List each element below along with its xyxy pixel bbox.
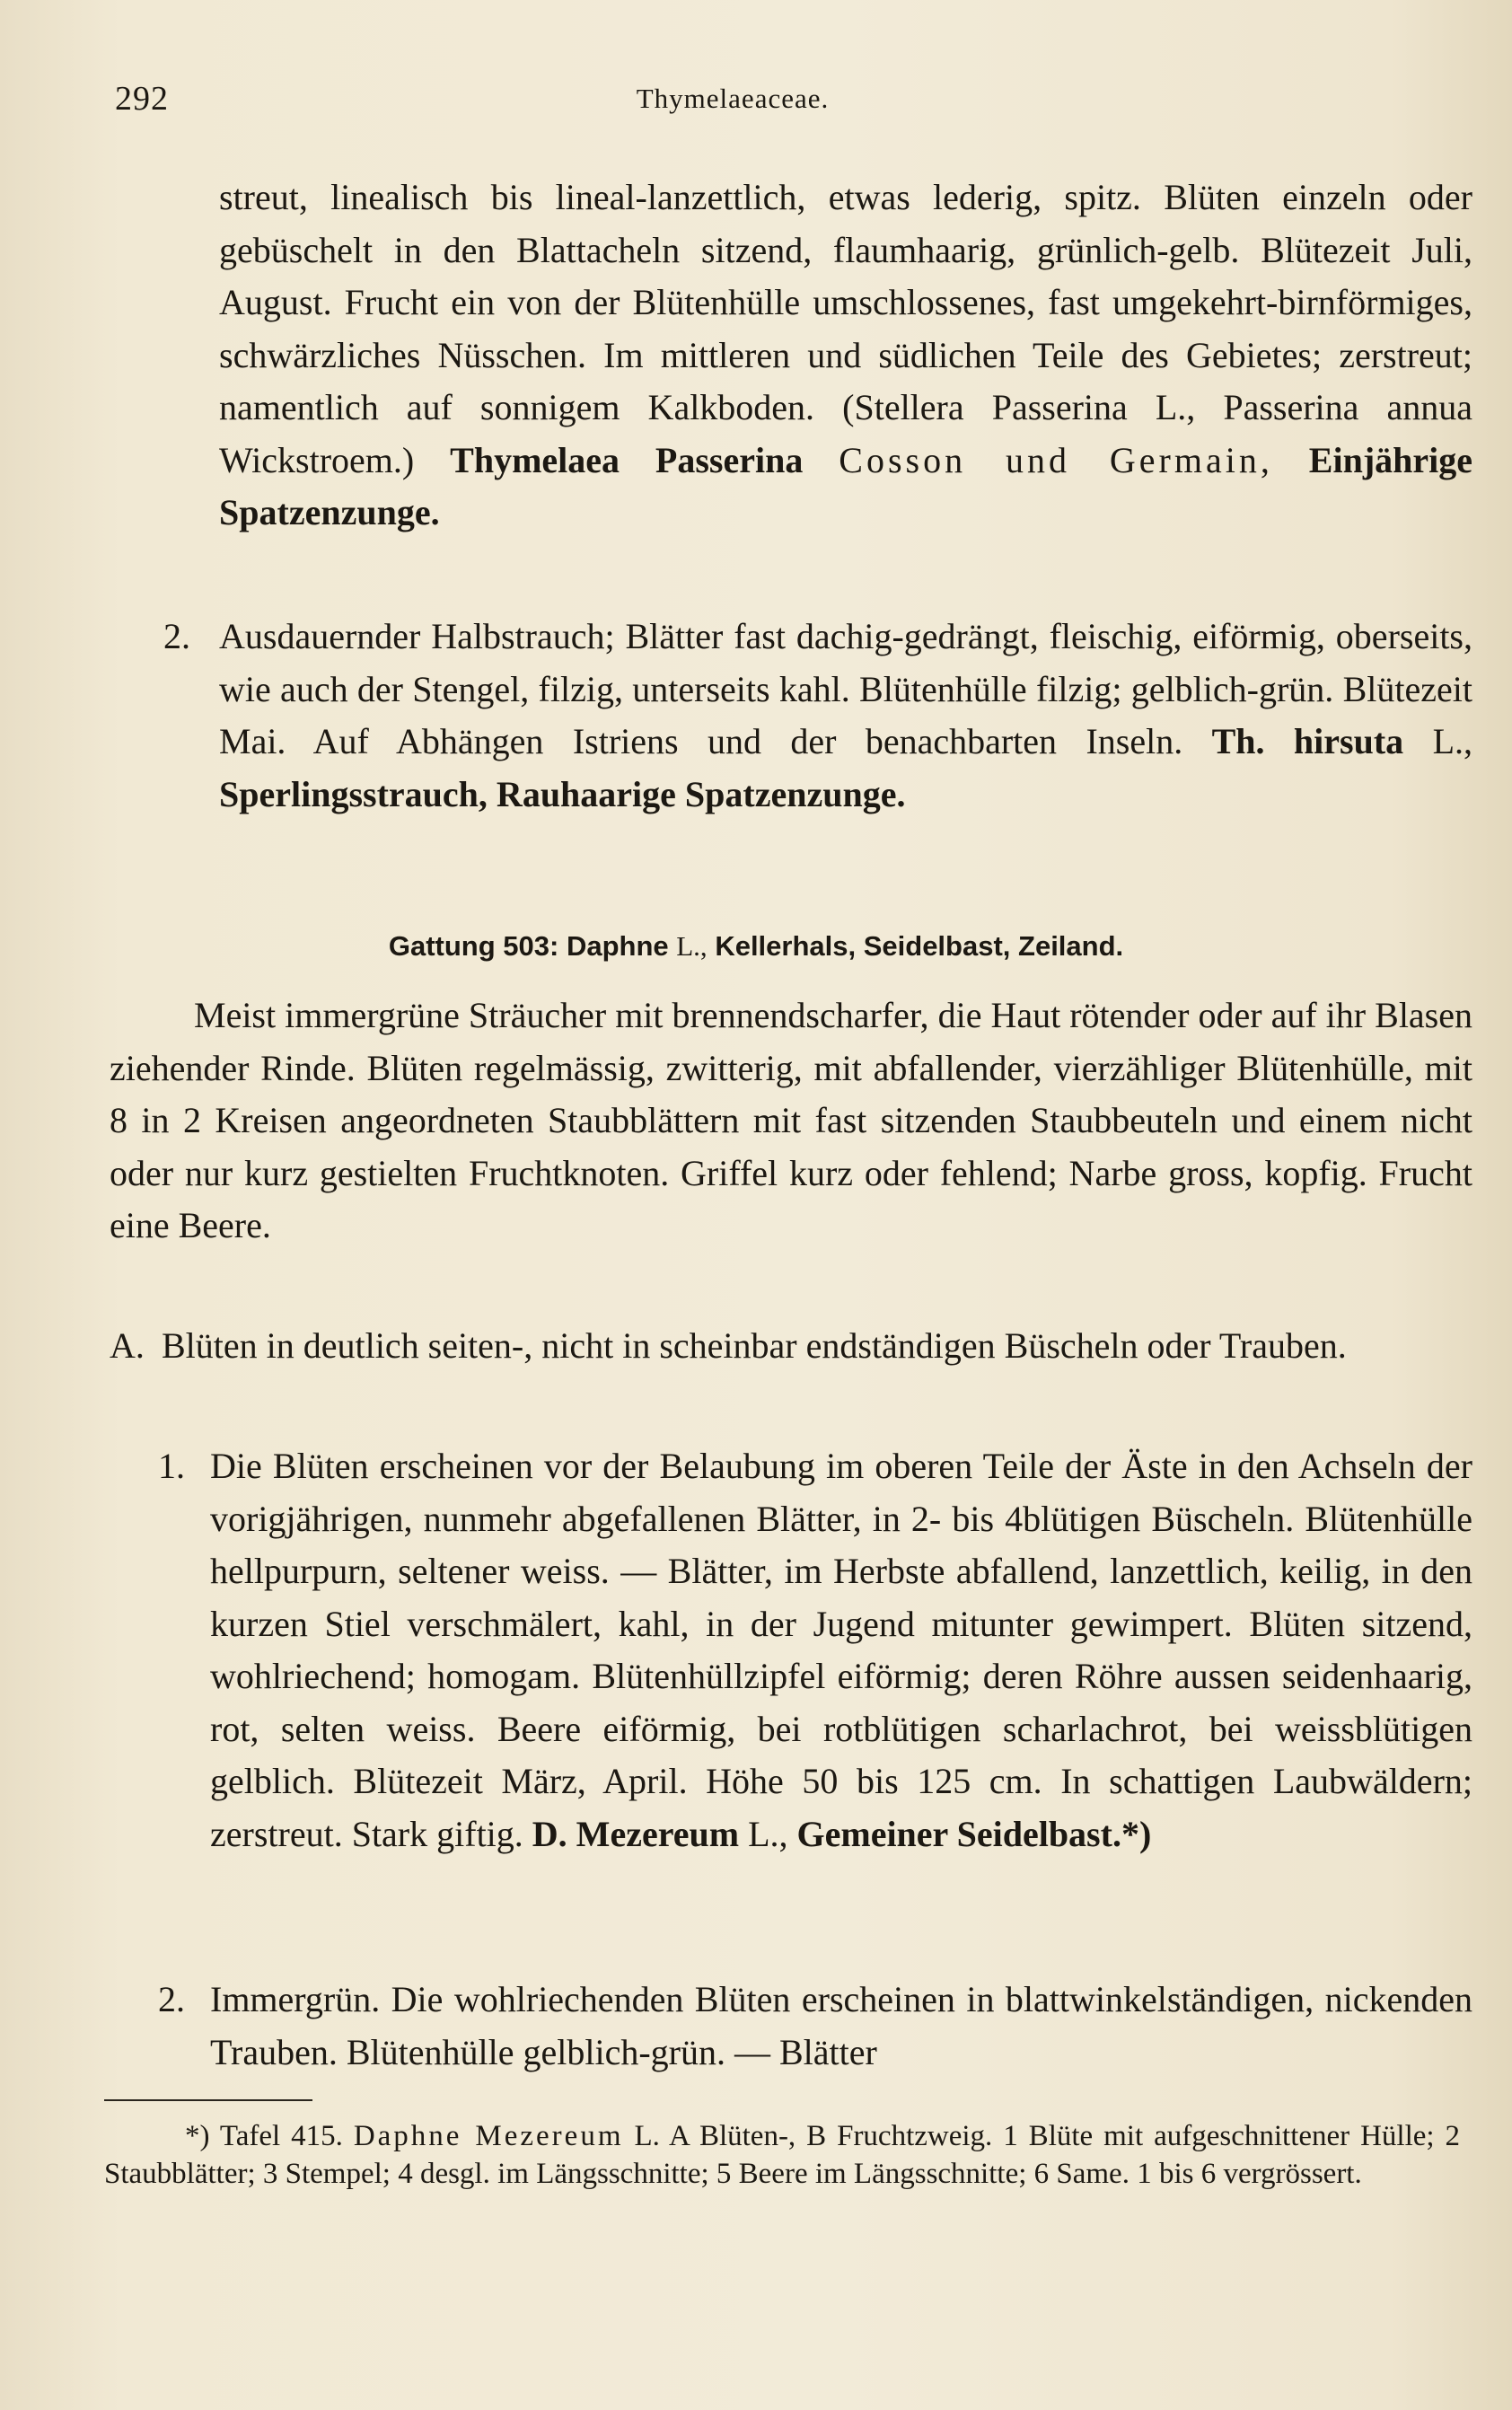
species-passerina-name: Thymelaea Passerina bbox=[450, 439, 804, 480]
genus-description: Meist immergrüne Sträucher mit brennendscharfer, die Haut rötender oder auf ihr Blasen ziehender Rinde. Blüten regelmässig, zwitterig, mit abfallender, vierzähliger Blütenhülle, mit 8 in 2 Kreisen angeordneten Staubblättern mit fast sitzenden Staubbeuteln und einem nicht oder nur kurz gestielten Fruchtknoten. Griffel kurz oder fehlend; Narbe gross, kopfig. Frucht eine Beere. bbox=[110, 995, 1472, 1245]
key-a-label: A. bbox=[110, 1325, 145, 1366]
genus-author: L., bbox=[676, 930, 708, 962]
species-hirsuta-author: L., bbox=[1432, 721, 1473, 761]
key-1-common-name: Gemeiner Seidelbast.*) bbox=[796, 1813, 1152, 1854]
footnote-species: Daphne Mezereum bbox=[353, 2120, 624, 2152]
species-hirsuta-common-name: Sperlingsstrauch, Rauhaarige Spatzenzunge. bbox=[219, 773, 906, 814]
key-2 bbox=[0, 1974, 1512, 2079]
key-1-description bbox=[210, 1440, 1472, 1860]
key-1-number: 1. bbox=[158, 1446, 185, 1486]
key-1-species-name: D. Mezereum bbox=[532, 1813, 740, 1854]
key-2-number: 2. bbox=[158, 1979, 185, 2019]
species-hirsuta-description bbox=[219, 611, 1472, 821]
key-1-text: Die Blüten erscheinen vor der Belaubung im oberen Teile der Äste in den Achseln der vorigjährigen, nunmehr abgefallenen Blätter, in 2- bis 4blütigen Büscheln. Blütenhülle hellpurpurn, seltener weiss. — Blätter, im Herbste abfallend, lanzettlich, keilig, in den kurzen Stiel verschmälert, kahl, in der Jugend mitunter gewimpert. Blüten sitzend, wohlriechend; homogam. Blütenhüllzipfel eiförmig; deren Röhre aussen seidenhaarig, rot, selten weiss. Beere eiförmig, bei rotblütigen scharlachrot, bei weissblütigen gelblich. Blütezeit März, April. Höhe 50 bis 125 cm. In schattigen Laubwäldern; zerstreut. Stark giftig. bbox=[210, 1446, 1472, 1854]
key-a-text: Blüten in deutlich seiten-, nicht in scheinbar endständigen Büscheln oder Trauben. bbox=[162, 1325, 1347, 1366]
genus-heading bbox=[0, 930, 1512, 963]
key-a bbox=[0, 1320, 1512, 1373]
species-hirsuta-number: 2. bbox=[163, 616, 190, 656]
page-header bbox=[115, 79, 1458, 124]
genus-name: Daphne bbox=[566, 930, 669, 962]
genus-common-names: Kellerhals, Seidelbast, Zeiland. bbox=[715, 930, 1124, 962]
species-passerina-text: streut, linealisch bis lineal-lanzettlich, etwas lederig, spitz. Blüten einzeln oder gebüschelt in den Blattacheln sitzend, flaumhaarig, grünlich-gelb. Blütezeit Juli, August. Frucht ein von der Blütenhülle umschlossenes, fast umgekehrt-birnförmiges, schwärzliches Nüsschen. Im mittleren und südlichen Teile des Gebietes; zerstreut; namentlich auf sonnigem Kalkboden. (Stellera Passerina L., Passerina annua Wickstroem.) bbox=[219, 177, 1472, 480]
species-hirsuta-entry bbox=[0, 611, 1512, 821]
species-passerina-authors: Cosson und Germain, bbox=[839, 439, 1273, 480]
footnote bbox=[104, 2117, 1460, 2193]
running-title: Thymelaeaceae. bbox=[636, 83, 830, 114]
key-2-text: Immergrün. Die wohlriechenden Blüten erscheinen in blattwinkelständigen, nickenden Trauben. Blütenhülle gelblich-grün. — Blätter bbox=[210, 1979, 1472, 2072]
key-1-author: L., bbox=[748, 1813, 788, 1854]
footnote-text: L. A Blüten-, B Fruchtzweig. 1 Blüte mit aufgeschnittener Hülle; 2 Staubblätter; 3 Stempel; 4 desgl. im Längsschnitte; 5 Beere im Längsschnitte; 6 Same. 1 bis 6 vergrössert. bbox=[104, 2120, 1461, 2190]
genus-label: Gattung 503: bbox=[388, 930, 559, 962]
species-hirsuta-text: Ausdauernder Halbstrauch; Blätter fast dachig-gedrängt, fleischig, eiförmig, oberseits, wie auch der Stengel, filzig, unterseits kahl. Blütenhülle filzig; gelblich-grün. Blütezeit Mai. Auf Abhängen Istriens und der benachbarten Inseln. bbox=[219, 616, 1472, 761]
page-number: 292 bbox=[115, 80, 169, 118]
species-passerina-entry bbox=[0, 172, 1512, 540]
genus-description-block bbox=[0, 990, 1512, 1253]
footnote-rule bbox=[104, 2099, 312, 2101]
species-passerina-description bbox=[219, 172, 1472, 540]
species-passerina-common-name: Einjährige Spatzenzunge. bbox=[219, 439, 1473, 532]
footnote-plate: Tafel 415. bbox=[219, 2120, 343, 2152]
species-hirsuta-name: Th. hirsuta bbox=[1211, 721, 1404, 761]
key-1-daphne-mezereum bbox=[0, 1440, 1512, 1860]
footnote-marker: *) bbox=[185, 2120, 210, 2152]
